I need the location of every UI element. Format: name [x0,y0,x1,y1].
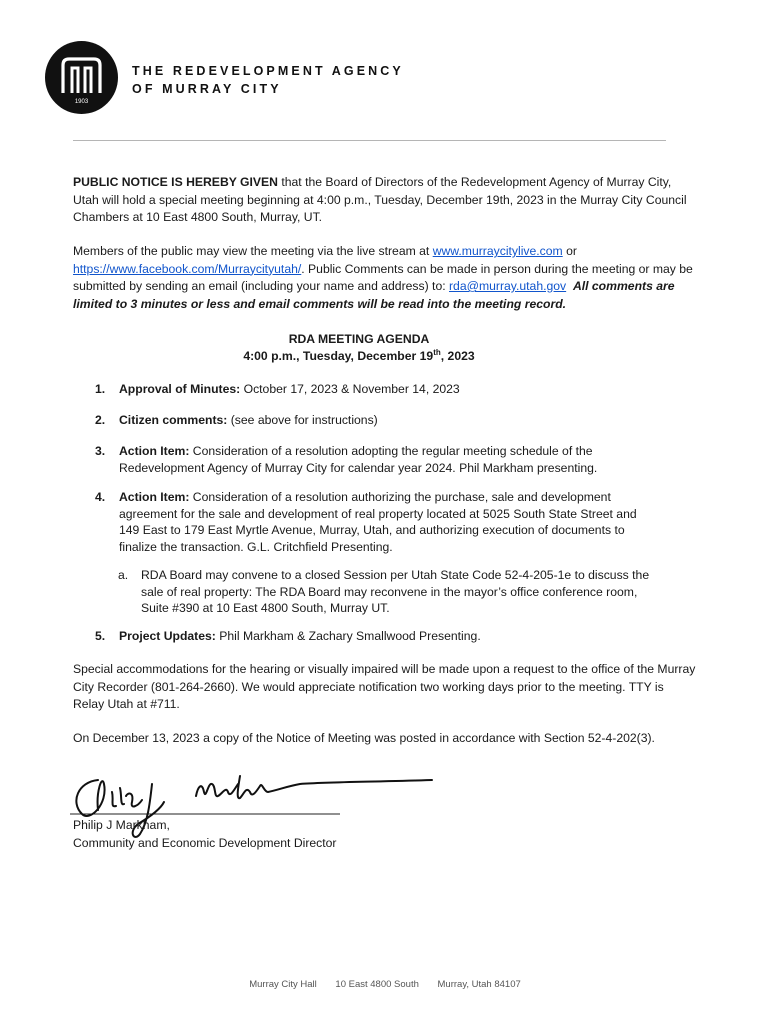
accommodations-paragraph: Special accommodations for the hearing or visually impaired will be made upon a request to the office of the Murray City Recorder (801-264-2660). We would appreciate notification two working days prior to the meeting. TTY is Relay Utah at #711. [73,662,696,711]
agenda-item-text: (see above for instructions) [227,413,378,427]
agenda-sub-item-text: RDA Board may convene to a closed Session per Utah State Code 52-4-205-1e to discuss the sale of real property: The RDA Board may reconvene in the mayor’s office conference room, Suite #390 at 10 East 4800 South, Murray UT. [141,568,650,615]
agenda-item [95,628,655,645]
agenda-item [95,381,655,398]
agenda-item [95,412,655,429]
public-notice-paragraph [73,174,698,227]
agenda-item-number: 1. [95,382,106,396]
comment-limit-note: All comments are limited to 3 minutes or less and email comments will be read into the meeting record. [73,279,675,311]
agenda-item [95,489,655,555]
agency-name [132,62,404,98]
footer-street: 10 East 4800 South [335,979,419,990]
agenda-time-sup: th [433,347,441,357]
agenda-time [73,348,645,366]
agenda-sub-item [118,567,658,617]
agenda-item-label: Action Item: [119,490,190,504]
murraycitylive-link[interactable]: www.murraycitylive.com [432,244,563,258]
agenda-item-number: 3. [95,444,106,458]
logo-year: 1903 [74,99,89,105]
agenda-item-number: 4. [95,490,106,504]
agenda-item [95,443,655,476]
notice-lead: PUBLIC NOTICE IS HEREBY GIVEN [73,175,278,189]
posting-paragraph: On December 13, 2023 a copy of the Notice of Meeting was posted in accordance with Section 52-4-202(3). [73,731,655,745]
signer-name: Philip J Markham, [73,818,170,832]
signer-block [73,817,337,852]
murray-city-logo-icon [45,41,118,114]
agenda-item-label: Action Item: [119,444,190,458]
header-divider [73,140,666,141]
rda-email-link[interactable]: rda@murray.utah.gov [449,279,567,293]
footer-city: Murray, Utah 84107 [437,979,521,990]
signer-title: Community and Economic Development Director [73,835,337,850]
agenda-item-text: Consideration of a resolution adopting the regular meeting schedule of the Redevelopment Agency of Murray City for calendar year 2024. Phil Markham presenting. [119,444,598,475]
agenda-time-suffix: , 2023 [440,349,475,363]
agenda-item-label: Project Updates: [119,629,216,643]
agenda-sub-item-number: a. [118,568,129,582]
public-view-paragraph [73,243,698,313]
public-view-text-3: . Public Comments can be made in person during the meeting or may be submitted by sending an email (including your name and address) to: [73,261,693,293]
public-view-text-1: Members of the public may view the meeting via the live stream at [73,244,433,258]
page-footer [0,979,770,990]
agenda-time-prefix: 4:00 p.m., Tuesday, December 19 [243,349,434,363]
agency-line-1: THE REDEVELOPMENT AGENCY [132,64,404,78]
facebook-link[interactable]: https://www.facebook.com/Murraycityutah/ [73,261,302,276]
agenda-item-text: October 17, 2023 & November 14, 2023 [240,382,460,396]
agenda-item-number: 5. [95,629,106,643]
agenda-item-number: 2. [95,413,106,427]
agenda-item-text: Phil Markham & Zachary Smallwood Presenting. [215,629,481,643]
notice-text: that the Board of Directors of the Redevelopment Agency of Murray City, Utah will hold a special meeting beginning at 4:00 p.m., Tuesday, December 19th, 2023 in the Murray City Council Chambers at 10 East 4800 South, Murray, UT. [73,175,687,224]
agenda-item-label: Approval of Minutes: [119,382,241,396]
agency-line-2: OF MURRAY CITY [132,82,282,96]
agenda-item-label: Citizen comments: [119,413,228,427]
footer-building: Murray City Hall [249,979,317,990]
agenda-title: RDA MEETING AGENDA [288,332,430,346]
agenda-item-text: Consideration of a resolution authorizing the purchase, sale and development agreement for the sale and development of real property located at 5025 South State Street and 149 East to 179 East Myrtle Avenue, Murray, Utah, and authorizing execution of documents to finalize the transaction. G.L. Critchfield Presenting. [119,490,637,554]
public-view-text-2: or [562,244,577,258]
